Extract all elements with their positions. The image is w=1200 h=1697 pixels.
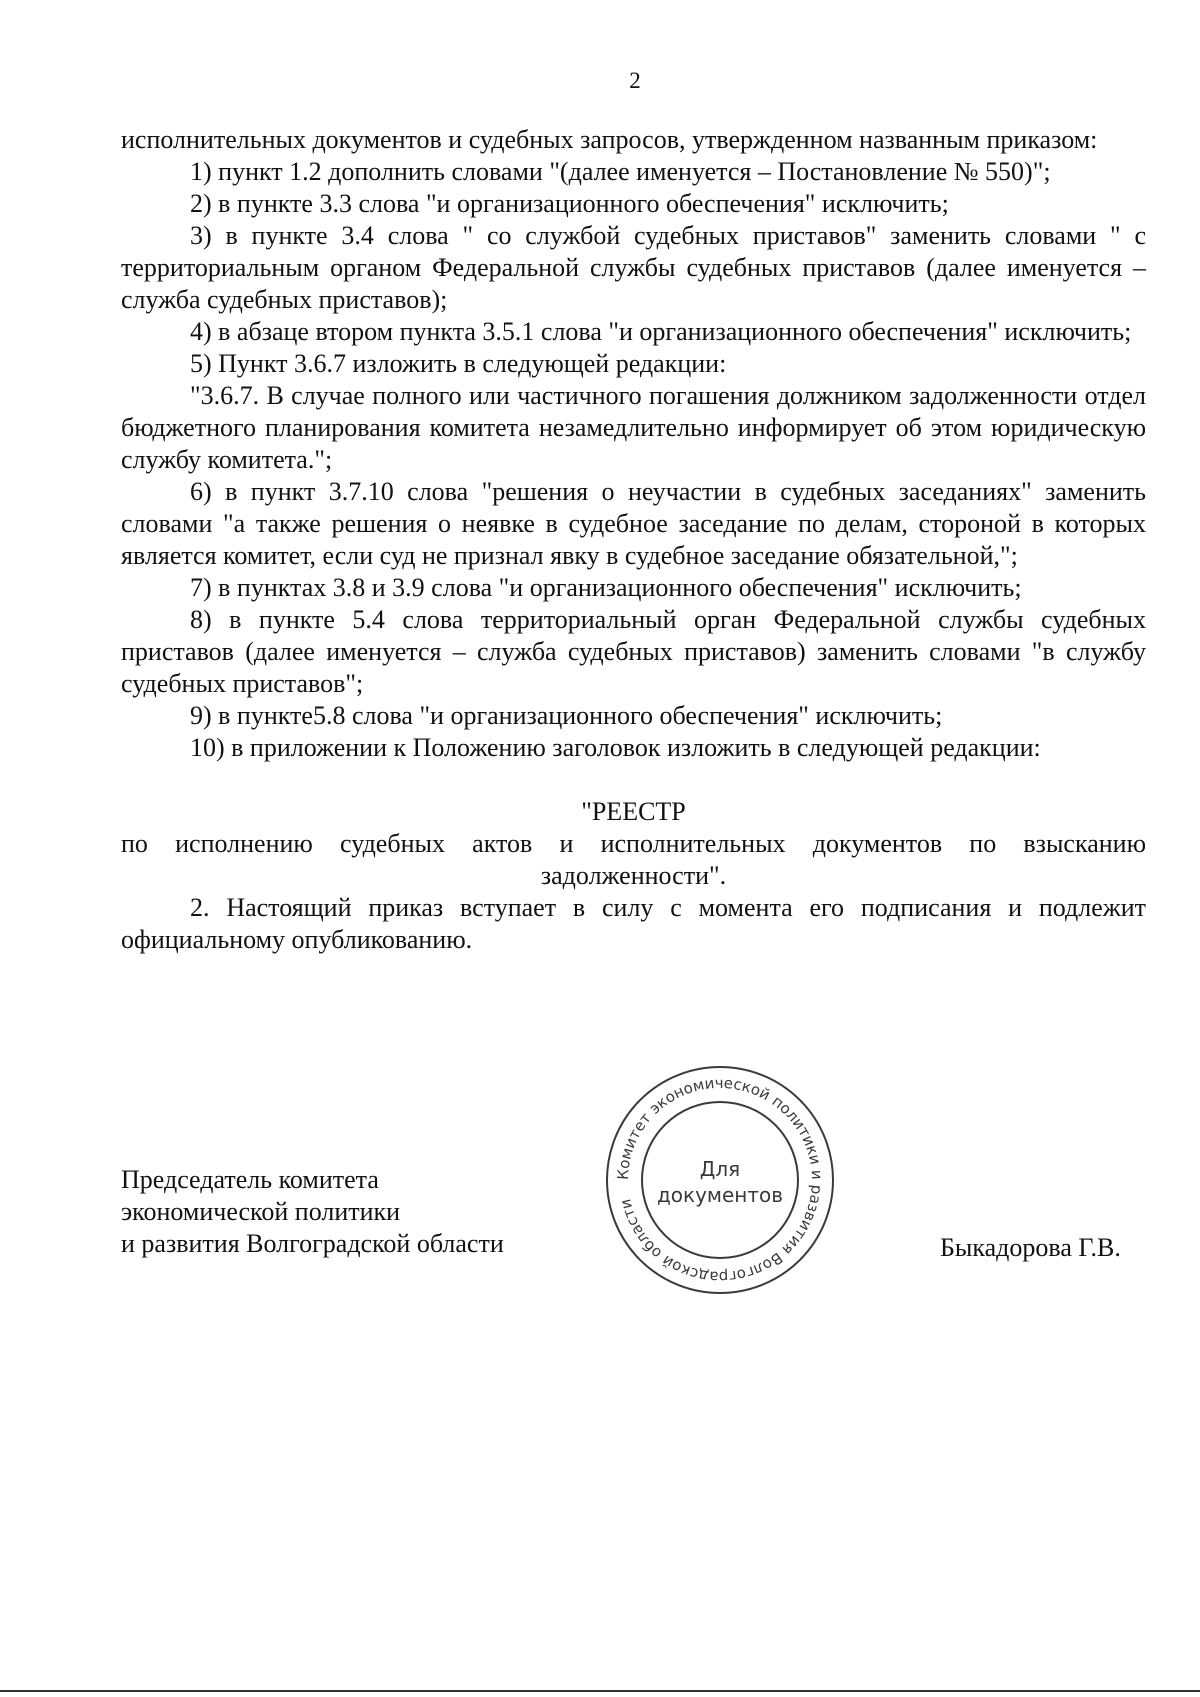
registry-subtitle: по исполнению судебных актов и исполнительных документов по взысканию задолженности". [121, 829, 1146, 890]
paragraph-item-10: 10) в приложении к Положению заголовок изложить в следующей редакции: [190, 733, 1041, 762]
stamp-ring-text: Комитет экономической политики и развития Волгоградской области [613, 1073, 827, 1287]
signatory-name: Быкадорова Г.В. [940, 1233, 1121, 1262]
paragraph-item-7: 7) в пунктах 3.8 и 3.9 слова "и организационного обеспечения" исключить; [190, 573, 1022, 602]
paragraph-item-9: 9) в пункте5.8 слова "и организационного обеспечения" исключить; [190, 701, 943, 730]
signatory-position [121, 1164, 504, 1260]
paragraph-item-5: 5) Пункт 3.6.7 изложить в следующей редакции: [190, 349, 727, 378]
paragraph-quote-3-6-7: "3.6.7. В случае полного или частичного погашения должником задолженности отдел бюджетного планирования комитета незамедлительно информирует об этом юридическую службу комитета."; [121, 381, 1146, 474]
paragraph-item-6: 6) в пункт 3.7.10 слова "решения о неучастии в судебных заседаниях" заменить словами "а также решения о неявке в судебное заседание по делам, стороной в которых является комитет, если суд не признал явку в судебное заседание обязательной,"; [121, 477, 1146, 570]
stamp-center-text: Для [699, 1157, 741, 1181]
stamp-center-text: документов [656, 1183, 784, 1207]
signatory-position-line: экономической политики [121, 1197, 401, 1226]
registry-title: "РЕЕСТР [581, 797, 686, 826]
paragraph-item-2: 2) в пункте 3.3 слова "и организационного обеспечения" исключить; [190, 189, 949, 218]
official-stamp [600, 1060, 840, 1300]
page-number: 2 [629, 68, 641, 93]
paragraph-item-1: 1) пункт 1.2 дополнить словами "(далее именуется – Постановление № 550)"; [190, 157, 1051, 186]
document-body [121, 124, 1146, 956]
page-bottom-border [0, 1690, 1200, 1692]
paragraph-item-4: 4) в абзаце втором пункта 3.5.1 слова "и организационного обеспечения" исключить; [190, 317, 1132, 346]
signatory-position-line: и развития Волгоградской области [121, 1229, 504, 1258]
final-paragraph: 2. Настоящий приказ вступает в силу с момента его подписания и подлежит официальному опубликованию. [121, 893, 1146, 954]
paragraph-item-3: 3) в пункте 3.4 слова " со службой судебных приставов" заменить словами " с территориальным органом Федеральной службы судебных приставов (далее именуется – служба судебных приставов); [121, 221, 1146, 314]
signatory-position-line: Председатель комитета [121, 1165, 379, 1194]
paragraph-item-8: 8) в пункте 5.4 слова территориальный орган Федеральной службы судебных приставов (далее именуется – служба судебных приставов) заменить словами "в службу судебных приставов"; [121, 605, 1146, 698]
paragraph-continuation: исполнительных документов и судебных запросов, утвержденном названным приказом: [121, 125, 1098, 154]
